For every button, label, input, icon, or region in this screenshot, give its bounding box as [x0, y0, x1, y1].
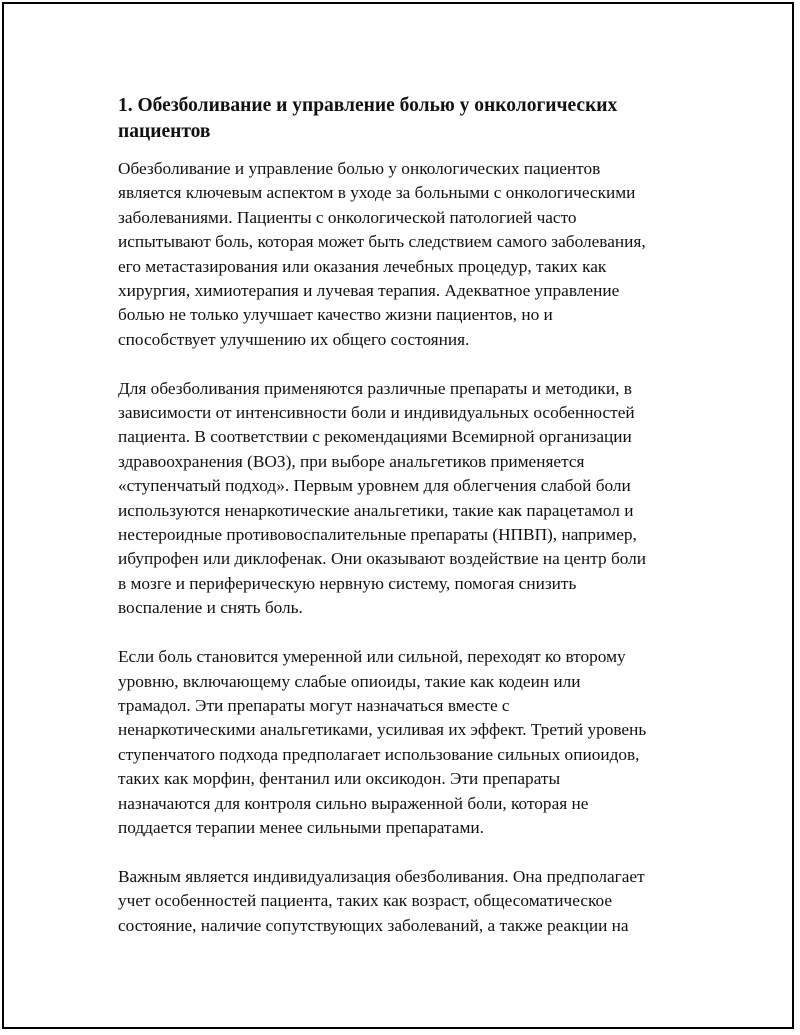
paragraph-line: состояние, наличие сопутствующих заболеваний, а также реакции на — [118, 915, 629, 935]
paragraph-spacer — [118, 840, 693, 864]
paragraph-spacer — [118, 352, 693, 376]
paragraph-line: воспаление и снять боль. — [118, 598, 303, 618]
paragraph-line: его метастазирования или оказания лечебных процедур, таких как — [118, 256, 607, 276]
paragraph-line: Если боль становится умеренной или сильной, переходят ко второму — [118, 647, 626, 667]
paragraph-line: трамадол. Эти препараты могут назначаться вместе с — [118, 695, 510, 715]
paragraph-line: уровню, включающему слабые опиоиды, такие как кодеин или — [118, 671, 581, 691]
paragraph-line: хирургия, химиотерапия и лучевая терапия. Адекватное управление — [118, 281, 620, 301]
paragraph-line: испытывают боль, которая может быть следствием самого заболевания, — [118, 232, 646, 252]
paragraph-line: ибупрофен или диклофенак. Они оказывают воздействие на центр боли — [118, 549, 647, 569]
paragraph-2 — [118, 377, 693, 621]
paragraph-line: в мозге и периферическую нервную систему, помогая снизить — [118, 573, 577, 593]
paragraph-line: используются ненаркотические анальгетики, такие как парацетамол и — [118, 500, 634, 520]
paragraph-line: нестероидные противовоспалительные препараты (НПВП), например, — [118, 525, 637, 545]
paragraph-line: заболеваниями. Пациенты с онкологической патологией часто — [118, 207, 577, 227]
paragraph-line: поддается терапии менее сильными препаратами. — [118, 817, 484, 837]
paragraph-line: ступенчатого подхода предполагает использование сильных опиоидов, — [118, 744, 640, 764]
paragraph-4 — [118, 865, 693, 938]
paragraph-line: назначаются для контроля сильно выраженной боли, которая не — [118, 793, 589, 813]
paragraph-line: способствует улучшению их общего состояния. — [118, 329, 470, 349]
paragraph-line: пациента. В соответствии с рекомендациями Всемирной организации — [118, 427, 632, 447]
paragraph-line: учет особенностей пациента, таких как возраст, общесоматическое — [118, 891, 613, 911]
paragraph-3 — [118, 645, 693, 840]
paragraph-spacer — [118, 621, 693, 645]
paragraph-line: «ступенчатый подход». Первым уровнем для облегчения слабой боли — [118, 476, 631, 496]
paragraph-line: болью не только улучшает качество жизни пациентов, но и — [118, 305, 553, 325]
paragraph-line: здравоохранения (ВОЗ), при выборе анальгетиков применяется — [118, 451, 585, 471]
paragraph-1 — [118, 157, 693, 352]
document-body — [118, 93, 693, 938]
paragraph-line: является ключевым аспектом в уходе за больными с онкологическими — [118, 183, 636, 203]
heading-line: пациентов — [118, 121, 211, 142]
paragraph-line: Обезболивание и управление болью у онкологических пациентов — [118, 159, 601, 178]
paragraph-line: Для обезболивания применяются различные препараты и методики, в — [118, 378, 632, 398]
heading-line: 1. Обезболивание и управление болью у онкологических — [118, 95, 618, 116]
paragraph-line: зависимости от интенсивности боли и индивидуальных особенностей — [118, 403, 635, 423]
paragraph-line: Важным является индивидуализация обезболивания. Она предполагает — [118, 866, 645, 886]
paragraph-line: ненаркотическими анальгетиками, усиливая их эффект. Третий уровень — [118, 720, 647, 740]
paragraph-line: таких как морфин, фентанил или оксикодон. Эти препараты — [118, 769, 561, 789]
section-heading — [118, 93, 693, 145]
